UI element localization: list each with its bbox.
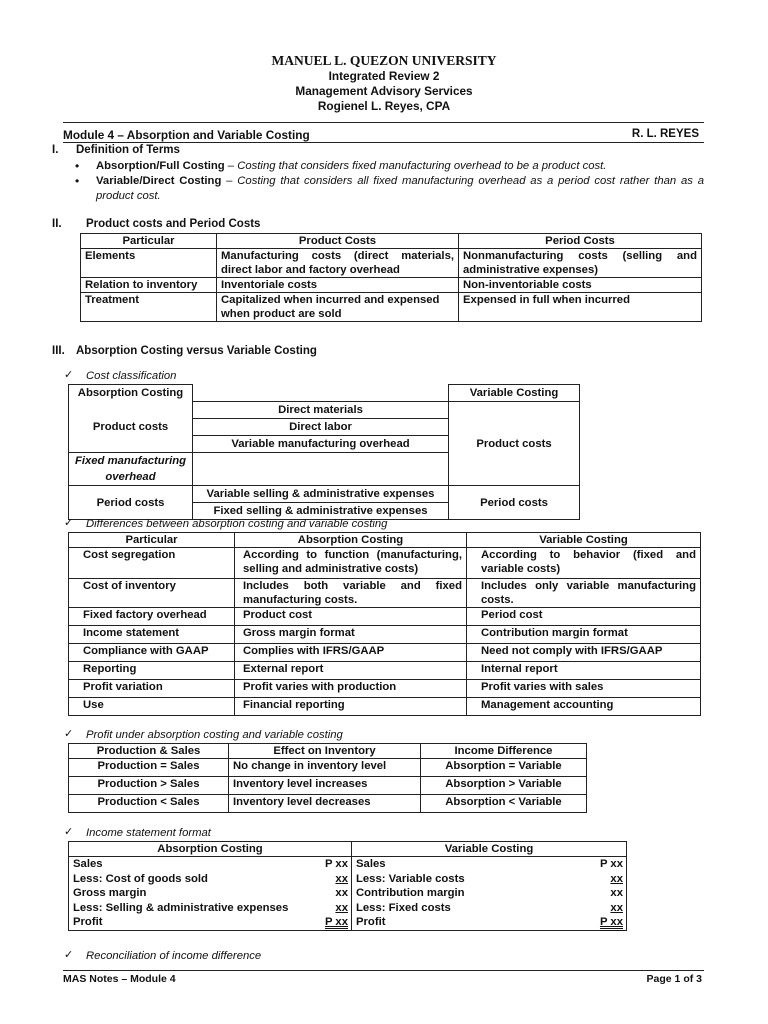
bullet-icon: • [75,159,80,173]
absorption-statement [69,857,352,931]
check-icon: ✓ [64,826,74,838]
check-icon: ✓ [64,728,74,740]
item-variable-sga: Variable selling & administrative expenses [193,486,449,503]
differences-title: Differences between absorption costing and variable costing [86,518,388,530]
cell-variable: Period cost [467,608,701,626]
profit-table [68,743,587,813]
cost-classification-title: Cost classification [86,370,177,382]
section2-number: II. [52,218,62,230]
cell-particular: Use [69,698,235,716]
cell-particular: Income statement [69,626,235,644]
check-icon: ✓ [64,369,74,381]
item-variable-moh: Variable manufacturing overhead [193,436,449,453]
header-product-costs: Product Costs [217,234,459,249]
cell-period: Expensed in full when incurred [459,293,702,322]
cell-product: Capitalized when incurred and expensed when product are sold [217,293,459,322]
cell-absorption: Includes both variable and fixed manufacturing costs. [235,579,467,608]
cell-period: Nonmanufacturing costs (selling and administrative expenses) [459,249,702,278]
line-amount: P xx [600,916,623,931]
definition-absorption [96,159,704,174]
header-absorption: Absorption Costing [235,533,467,548]
item-fixed-moh: Fixed manufacturing overhead [69,453,193,486]
item-fixed-sga: Fixed selling & administrative expenses [193,503,449,520]
table-row [81,293,702,322]
cell-variable: Contribution margin format [467,626,701,644]
absorption-lines [69,857,352,930]
line-amount: xx [335,872,348,885]
line-amount: P xx [325,916,348,931]
cell-particular: Profit variation [69,680,235,698]
cell-particular: Fixed factory overhead [69,608,235,626]
term-dash: – [224,160,238,172]
cell-variable: Internal report [467,662,701,680]
line-amount: P xx [599,858,623,870]
term-variable: Variable/Direct Costing [96,175,222,187]
header-production-sales: Production & Sales [69,744,229,759]
line-amount: xx [335,901,348,914]
table-row [81,249,702,278]
cell-effect: Inventory level increases [229,777,421,795]
cell-particular: Cost segregation [69,548,235,579]
header-particular: Particular [81,234,217,249]
variable-lines [352,857,627,930]
bullet-icon: • [75,174,80,188]
course-title: Integrated Review 2 [328,69,440,83]
footer-left: MAS Notes – Module 4 [63,973,176,985]
line-label: Less: Variable costs [356,872,465,885]
variable-statement [352,857,627,931]
line-label: Sales [356,858,386,870]
income-statement-table [68,841,627,931]
module-author: R. L. REYES [631,128,699,140]
cost-classification-table [68,384,580,520]
differences-table [68,532,701,716]
cell-production-sales: Production = Sales [69,759,229,777]
cell-absorption: Profit varies with production [235,680,467,698]
cell-production-sales: Production > Sales [69,777,229,795]
table-row [69,680,701,698]
table-row [81,278,702,293]
header-particular: Particular [69,533,235,548]
product-period-table [80,233,702,322]
table-row [69,698,701,716]
line-amount: xx [335,887,348,900]
header-income-difference: Income Difference [421,744,587,759]
header-period-costs: Period Costs [459,234,702,249]
cell-variable: Management accounting [467,698,701,716]
income-statement-title: Income statement format [86,827,211,839]
section1-number: I. [52,144,59,156]
table-row [69,795,587,813]
reconciliation-title: Reconciliation of income difference [86,950,262,962]
module-rule [63,142,704,143]
absorption-header: Absorption Costing [69,385,193,402]
line-label: Contribution margin [356,887,465,900]
term-dash: – [221,175,238,187]
line-amount: xx [610,901,623,914]
item-direct-materials: Direct materials [193,402,449,419]
cell-absorption: Financial reporting [235,698,467,716]
footer-rule [63,970,704,971]
line-label: Less: Fixed costs [356,901,451,914]
cell-particular: Elements [81,249,217,278]
check-icon: ✓ [64,949,74,961]
cell-particular: Reporting [69,662,235,680]
header-variable: Variable Costing [467,533,701,548]
table-row [69,548,701,579]
cell-variable: According to behavior (fixed and variable costs) [467,548,701,579]
cell-particular: Cost of inventory [69,579,235,608]
table-row [69,662,701,680]
line-amount: xx [610,872,623,885]
section2-title: Product costs and Period Costs [86,218,261,230]
cell-effect: No change in inventory level [229,759,421,777]
cell-effect: Inventory level decreases [229,795,421,813]
author-name: Rogienel L. Reyes, CPA [317,99,451,113]
table-row [69,608,701,626]
cell-production-sales: Production < Sales [69,795,229,813]
cell-absorption: Gross margin format [235,626,467,644]
table-header-row [81,234,702,249]
cell-particular: Treatment [81,293,217,322]
university-name: MANUEL L. QUEZON UNIVERSITY [271,53,497,68]
page-number: Page 1 of 3 [646,973,702,985]
line-label: Profit [356,916,386,929]
section3-title: Absorption Costing versus Variable Costing [76,345,317,357]
cell-absorption: Product cost [235,608,467,626]
profit-title: Profit under absorption costing and variable costing [86,729,343,741]
cell-product: Inventoriale costs [217,278,459,293]
cell-particular: Relation to inventory [81,278,217,293]
cell-period: Non-inventoriable costs [459,278,702,293]
cell-absorption: Complies with IFRS/GAAP [235,644,467,662]
def-absorption: Costing that considers fixed manufacturing overhead to be a product cost. [237,160,607,172]
cell-absorption: According to function (manufacturing, selling and administrative costs) [235,548,467,579]
header-rule [63,122,704,123]
line-amount: xx [610,887,623,900]
line-label: Less: Cost of goods sold [73,872,208,885]
definition-variable [96,174,704,204]
line-label: Sales [73,858,103,870]
module-title: Module 4 – Absorption and Variable Costing [63,128,310,142]
term-absorption: Absorption/Full Costing [96,160,225,172]
item-direct-labor: Direct labor [193,419,449,436]
cell-variable: Profit varies with sales [467,680,701,698]
cell-difference: Absorption > Variable [421,777,587,795]
cell-particular: Compliance with GAAP [69,644,235,662]
absorption-header: Absorption Costing [69,842,352,857]
section3-number: III. [52,345,65,357]
section1-title: Definition of Terms [76,144,180,156]
cell-absorption: External report [235,662,467,680]
line-label: Profit [73,916,103,929]
table-row [69,759,587,777]
line-label: Gross margin [73,887,147,900]
var-product-costs: Product costs [449,402,580,486]
table-row [69,579,701,608]
table-row [69,777,587,795]
abs-product-costs: Product costs [69,402,193,453]
blank-cell [193,385,449,402]
subject-title: Management Advisory Services [295,84,473,98]
cell-variable: Need not comply with IFRS/GAAP [467,644,701,662]
def-variable: Costing that considers all fixed manufacturing overhead as a period cost rather than as a product cost. [96,175,705,202]
table-row [69,644,701,662]
line-amount: P xx [324,858,348,870]
header-effect-inventory: Effect on Inventory [229,744,421,759]
line-label: Less: Selling & administrative expenses [73,901,289,914]
cell-variable: Includes only variable manufacturing costs. [467,579,701,608]
cell-difference: Absorption < Variable [421,795,587,813]
variable-header: Variable Costing [352,842,627,857]
var-period-costs: Period costs [449,486,580,520]
check-icon: ✓ [64,517,74,529]
cell-difference: Absorption = Variable [421,759,587,777]
abs-period-costs: Period costs [69,486,193,520]
table-row [69,626,701,644]
cell-product: Manufacturing costs (direct materials, direct labor and factory overhead [217,249,459,278]
variable-header: Variable Costing [449,385,580,402]
